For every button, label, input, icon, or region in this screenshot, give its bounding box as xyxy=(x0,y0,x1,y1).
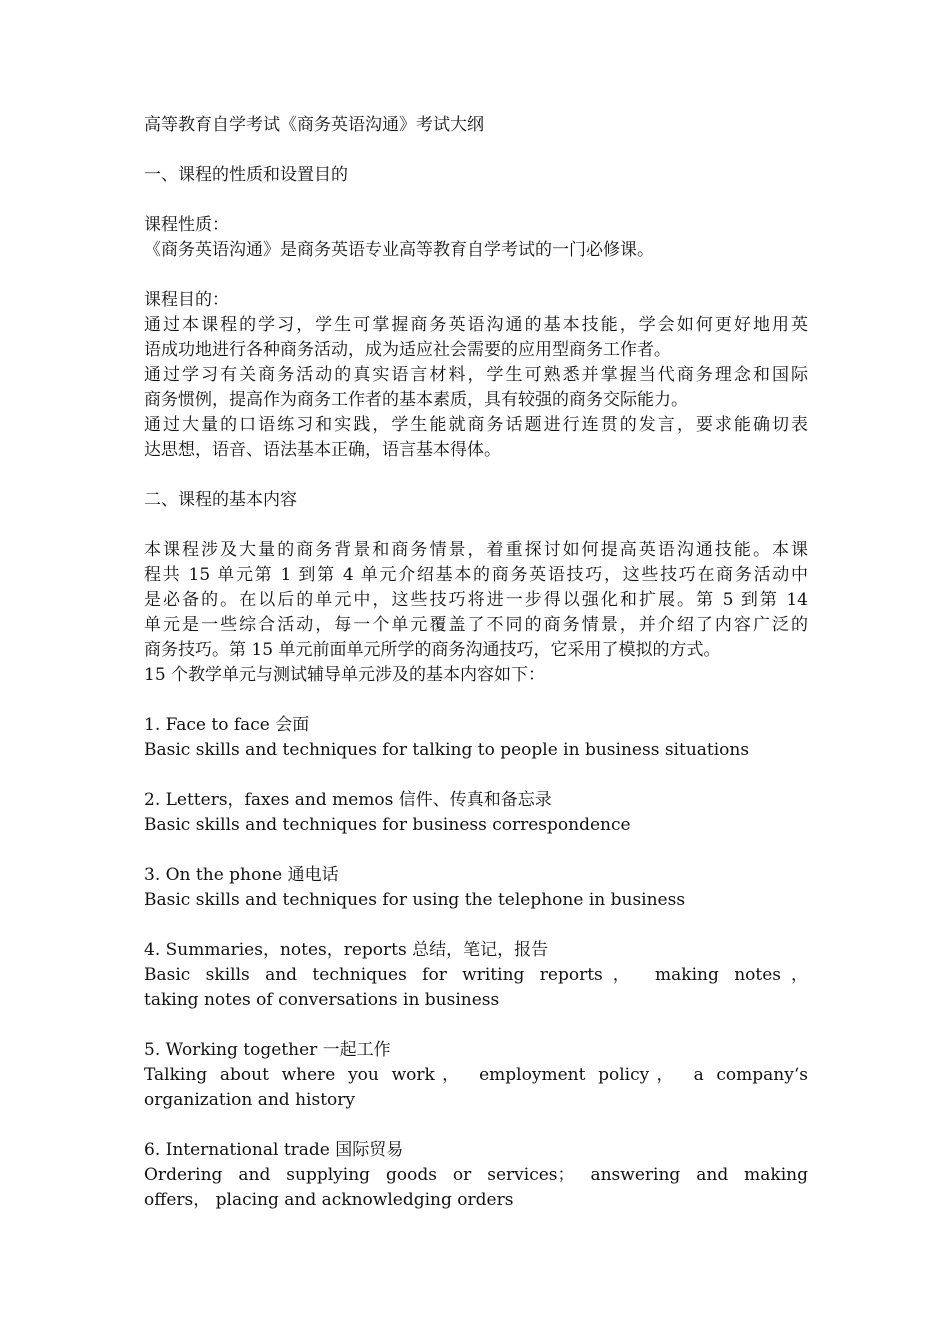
section-heading-2: 二、课程的基本内容 xyxy=(144,490,297,510)
unit-description: Basic skills and techniques for using the telephone in business xyxy=(144,890,686,910)
unit-description: Basic skills and techniques for business correspondence xyxy=(144,815,631,835)
purpose-line: 通过学习有关商务活动的真实语言材料，学生可熟悉并掌握当代商务理念和国际 xyxy=(144,365,808,385)
unit-title: 1. Face to face 会面 xyxy=(144,715,310,735)
spacer xyxy=(144,513,808,538)
spacer xyxy=(144,913,808,938)
unit-title: 3. On the phone 通电话 xyxy=(144,865,339,885)
unit-description: Basic skills and techniques for talking to people in business situations xyxy=(144,740,750,760)
spacer xyxy=(144,1113,808,1138)
document-title: 高等教育自学考试《商务英语沟通》考试大纲 xyxy=(144,115,484,135)
spacer xyxy=(144,138,808,163)
unit-title: 4. Summaries，notes，reports 总结，笔记，报告 xyxy=(144,940,549,960)
spacer xyxy=(144,763,808,788)
intro-line: 单元是一些综合活动，每一个单元覆盖了不同的商务情景，并介绍了内容广泛的 xyxy=(144,615,808,635)
spacer xyxy=(144,838,808,863)
intro-line: 程共 15 单元第 1 到第 4 单元介绍基本的商务英语技巧，这些技巧在商务活动中 xyxy=(144,565,808,585)
purpose-line: 达思想，语音、语法基本正确，语言基本得体。 xyxy=(144,440,501,460)
spacer xyxy=(144,188,808,213)
unit-description: Talking about where you work， employment policy， a company‘s xyxy=(144,1065,808,1085)
intro-line: 是必备的。在以后的单元中，这些技巧将进一步得以强化和扩展。第 5 到第 14 xyxy=(144,590,808,610)
section-heading-1: 一、课程的性质和设置目的 xyxy=(144,165,348,185)
intro-line: 本课程涉及大量的商务背景和商务情景，着重探讨如何提高英语沟通技能。本课 xyxy=(144,540,808,560)
spacer xyxy=(144,463,808,488)
unit-title: 2. Letters，faxes and memos 信件、传真和备忘录 xyxy=(144,790,552,810)
purpose-line: 通过大量的口语练习和实践，学生能就商务话题进行连贯的发言，要求能确切表 xyxy=(144,415,808,435)
unit-description: taking notes of conversations in business xyxy=(144,990,500,1010)
unit-description: offers， placing and acknowledging orders xyxy=(144,1190,514,1210)
unit-title: 5. Working together 一起工作 xyxy=(144,1040,391,1060)
spacer xyxy=(144,688,808,713)
purpose-line: 商务惯例，提高作为商务工作者的基本素质，具有较强的商务交际能力。 xyxy=(144,390,688,410)
course-nature-label: 课程性质： xyxy=(144,215,229,235)
course-nature-text: 《商务英语沟通》是商务英语专业高等教育自学考试的一门必修课。 xyxy=(144,240,654,260)
spacer xyxy=(144,1013,808,1038)
document-body xyxy=(144,113,808,1213)
course-purpose-label: 课程目的： xyxy=(144,290,229,310)
intro-line: 商务技巧。第 15 单元前面单元所学的商务沟通技巧，它采用了模拟的方式。 xyxy=(144,640,721,660)
intro-line: 15 个教学单元与测试辅导单元涉及的基本内容如下： xyxy=(144,665,546,685)
purpose-line: 通过本课程的学习，学生可掌握商务英语沟通的基本技能，学会如何更好地用英 xyxy=(144,315,808,335)
unit-description: organization and history xyxy=(144,1090,355,1110)
purpose-line: 语成功地进行各种商务活动，成为适应社会需要的应用型商务工作者。 xyxy=(144,340,671,360)
unit-description: Basic skills and techniques for writing reports， making notes， xyxy=(144,965,808,985)
unit-title: 6. International trade 国际贸易 xyxy=(144,1140,404,1160)
spacer xyxy=(144,263,808,288)
unit-description: Ordering and supplying goods or services； answering and making xyxy=(144,1165,808,1185)
